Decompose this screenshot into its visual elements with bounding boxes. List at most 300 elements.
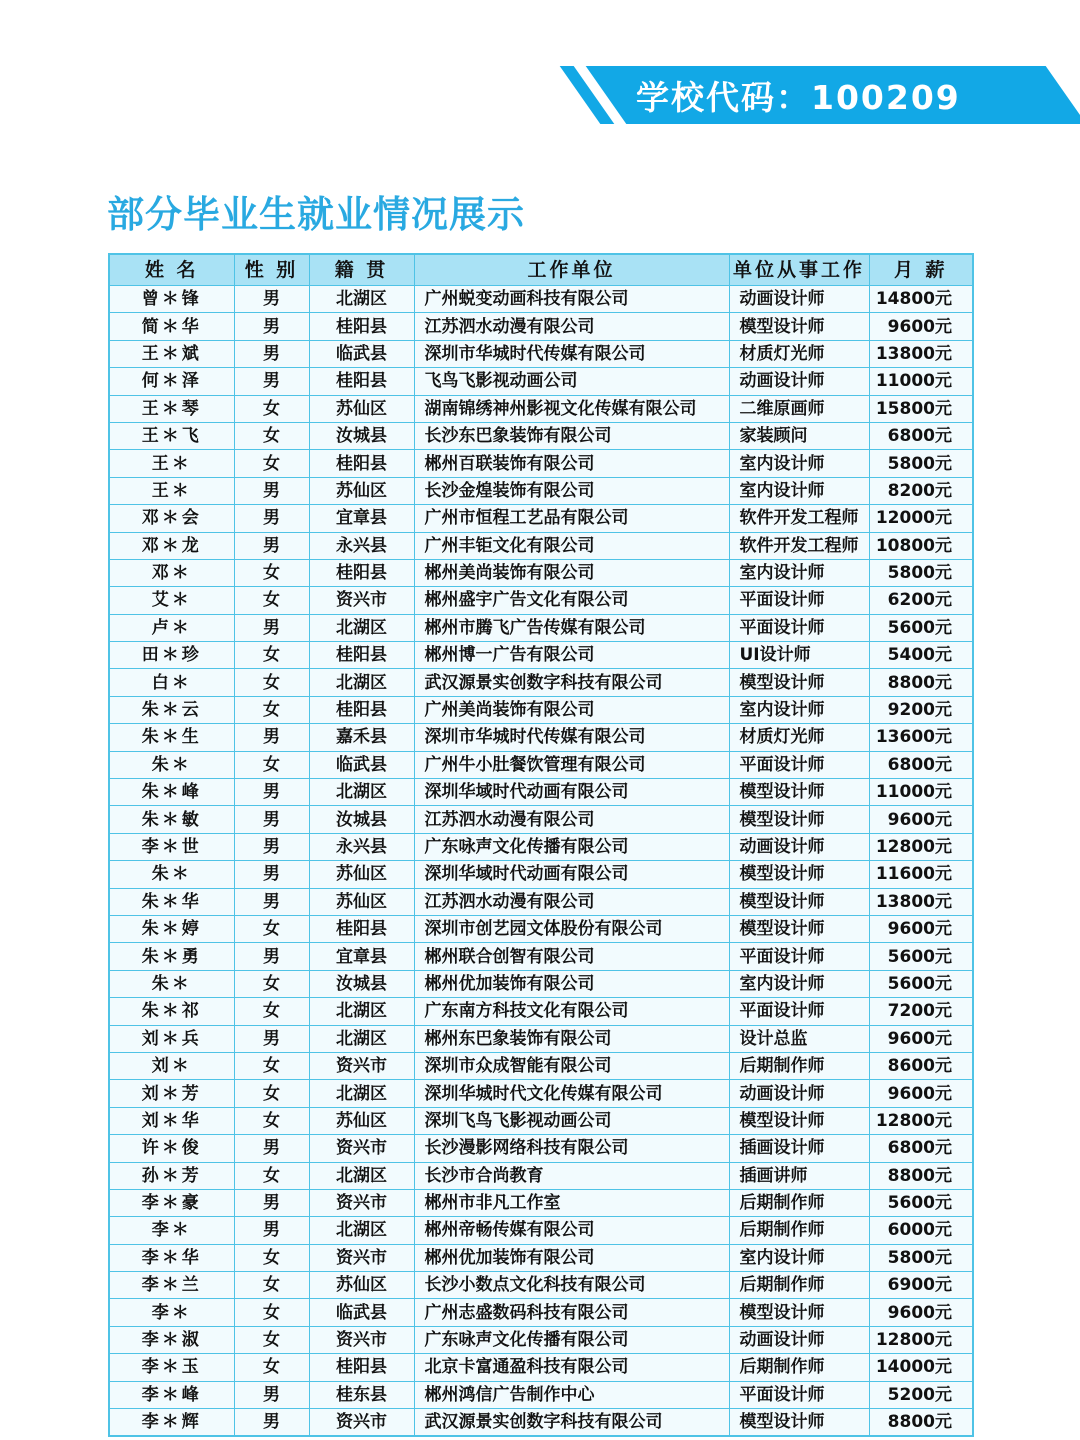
table-row [109,1162,973,1189]
cell-gender: 女 [234,422,309,449]
cell-name: 简＊华 [109,313,234,340]
cell-name: 卢＊ [109,614,234,641]
cell-origin: 宜章县 [309,943,414,970]
cell-origin: 苏仙区 [309,395,414,422]
cell-job: 平面设计师 [729,1381,869,1408]
cell-name: 朱＊勇 [109,943,234,970]
table-row [109,1244,973,1271]
column-header-company: 工作单位 [414,254,729,286]
cell-company: 广州丰钜文化有限公司 [414,532,729,559]
cell-salary: 9200元 [869,696,973,723]
table-row [109,1080,973,1107]
cell-gender: 女 [234,1354,309,1381]
cell-gender: 女 [234,450,309,477]
cell-origin: 桂阳县 [309,915,414,942]
cell-company: 郴州优加装饰有限公司 [414,970,729,997]
cell-gender: 女 [234,1162,309,1189]
cell-company: 长沙东巴象装饰有限公司 [414,422,729,449]
cell-company: 武汉源景实创数字科技有限公司 [414,669,729,696]
cell-company: 深圳市众成智能有限公司 [414,1052,729,1079]
cell-gender: 男 [234,724,309,751]
cell-origin: 北湖区 [309,779,414,806]
cell-salary: 6900元 [869,1272,973,1299]
table-row [109,559,973,586]
cell-job: 动画设计师 [729,286,869,313]
cell-salary: 8800元 [869,1162,973,1189]
cell-job: 后期制作师 [729,1052,869,1079]
cell-name: 李＊峰 [109,1381,234,1408]
cell-gender: 女 [234,1244,309,1271]
cell-company: 郴州博一广告有限公司 [414,642,729,669]
cell-company: 广东南方科技文化有限公司 [414,998,729,1025]
cell-name: 邓＊会 [109,505,234,532]
cell-company: 长沙金煌装饰有限公司 [414,477,729,504]
cell-origin: 资兴市 [309,587,414,614]
cell-name: 李＊兰 [109,1272,234,1299]
cell-name: 刘＊芳 [109,1080,234,1107]
cell-job: 室内设计师 [729,970,869,997]
cell-job: 平面设计师 [729,998,869,1025]
cell-gender: 女 [234,1299,309,1326]
cell-origin: 资兴市 [309,1244,414,1271]
cell-origin: 苏仙区 [309,861,414,888]
cell-origin: 桂阳县 [309,450,414,477]
cell-origin: 资兴市 [309,1052,414,1079]
cell-company: 江苏泗水动漫有限公司 [414,313,729,340]
section-title: 部分毕业生就业情况展示 [107,193,525,236]
cell-origin: 永兴县 [309,532,414,559]
table-row [109,505,973,532]
cell-job: 家装顾问 [729,422,869,449]
cell-job: 模型设计师 [729,888,869,915]
cell-job: 设计总监 [729,1025,869,1052]
cell-name: 艾＊ [109,587,234,614]
cell-name: 李＊ [109,1299,234,1326]
employment-table-container [108,253,972,1437]
cell-job: 模型设计师 [729,669,869,696]
cell-job: 动画设计师 [729,1080,869,1107]
cell-salary: 6800元 [869,751,973,778]
cell-gender: 女 [234,587,309,614]
table-row [109,368,973,395]
cell-gender: 男 [234,286,309,313]
table-row [109,1299,973,1326]
cell-origin: 宜章县 [309,505,414,532]
cell-salary: 12000元 [869,505,973,532]
cell-company: 广州市恒程工艺品有限公司 [414,505,729,532]
cell-name: 刘＊ [109,1052,234,1079]
cell-origin: 苏仙区 [309,477,414,504]
cell-salary: 5600元 [869,943,973,970]
cell-origin: 资兴市 [309,1189,414,1216]
cell-job: 室内设计师 [729,477,869,504]
cell-name: 李＊华 [109,1244,234,1271]
cell-salary: 15800元 [869,395,973,422]
cell-gender: 女 [234,696,309,723]
cell-company: 郴州市非凡工作室 [414,1189,729,1216]
cell-job: 室内设计师 [729,450,869,477]
column-header-name: 姓 名 [109,254,234,286]
table-row [109,943,973,970]
cell-gender: 男 [234,477,309,504]
table-header-row [109,254,973,286]
cell-gender: 男 [234,888,309,915]
table-row [109,998,973,1025]
cell-job: 模型设计师 [729,1409,869,1437]
cell-origin: 嘉禾县 [309,724,414,751]
cell-origin: 资兴市 [309,1135,414,1162]
cell-origin: 临武县 [309,340,414,367]
cell-origin: 苏仙区 [309,888,414,915]
cell-gender: 女 [234,751,309,778]
cell-name: 朱＊ [109,751,234,778]
cell-company: 广东咏声文化传播有限公司 [414,833,729,860]
cell-salary: 5400元 [869,642,973,669]
table-row [109,1135,973,1162]
cell-name: 曾＊锋 [109,286,234,313]
table-row [109,286,973,313]
cell-gender: 男 [234,1135,309,1162]
cell-salary: 9600元 [869,1025,973,1052]
cell-company: 江苏泗水动漫有限公司 [414,806,729,833]
cell-job: 插画讲师 [729,1162,869,1189]
cell-job: 二维原画师 [729,395,869,422]
cell-origin: 资兴市 [309,1326,414,1353]
table-row [109,1025,973,1052]
cell-salary: 11000元 [869,368,973,395]
cell-origin: 北湖区 [309,1162,414,1189]
cell-salary: 8200元 [869,477,973,504]
cell-company: 武汉源景实创数字科技有限公司 [414,1409,729,1437]
table-row [109,806,973,833]
cell-name: 刘＊兵 [109,1025,234,1052]
cell-salary: 13600元 [869,724,973,751]
table-row [109,450,973,477]
cell-salary: 9600元 [869,806,973,833]
cell-job: 模型设计师 [729,806,869,833]
cell-job: 软件开发工程师 [729,505,869,532]
cell-gender: 女 [234,1080,309,1107]
cell-salary: 8600元 [869,1052,973,1079]
table-row [109,724,973,751]
cell-salary: 5800元 [869,1244,973,1271]
cell-name: 王＊斌 [109,340,234,367]
cell-job: 动画设计师 [729,368,869,395]
table-row [109,1189,973,1216]
cell-gender: 男 [234,806,309,833]
cell-name: 田＊珍 [109,642,234,669]
cell-origin: 临武县 [309,1299,414,1326]
cell-salary: 14800元 [869,286,973,313]
cell-name: 王＊琴 [109,395,234,422]
cell-gender: 男 [234,1189,309,1216]
cell-gender: 男 [234,340,309,367]
cell-salary: 10800元 [869,532,973,559]
cell-job: 后期制作师 [729,1217,869,1244]
cell-salary: 9600元 [869,313,973,340]
cell-job: 平面设计师 [729,614,869,641]
cell-salary: 5800元 [869,559,973,586]
cell-gender: 女 [234,970,309,997]
cell-gender: 女 [234,998,309,1025]
table-row [109,1354,973,1381]
cell-salary: 5600元 [869,970,973,997]
cell-company: 深圳华域时代动画有限公司 [414,861,729,888]
cell-name: 邓＊ [109,559,234,586]
school-code-banner [566,66,1050,124]
cell-name: 王＊飞 [109,422,234,449]
cell-company: 广东咏声文化传播有限公司 [414,1326,729,1353]
cell-job: 模型设计师 [729,779,869,806]
cell-name: 王＊ [109,477,234,504]
cell-job: 模型设计师 [729,313,869,340]
cell-gender: 女 [234,1326,309,1353]
cell-salary: 9600元 [869,1299,973,1326]
cell-gender: 男 [234,861,309,888]
column-header-gender: 性 别 [234,254,309,286]
cell-salary: 5600元 [869,614,973,641]
cell-name: 李＊ [109,1217,234,1244]
cell-salary: 13800元 [869,888,973,915]
cell-origin: 苏仙区 [309,1272,414,1299]
cell-salary: 12800元 [869,1326,973,1353]
cell-job: 动画设计师 [729,1326,869,1353]
cell-name: 王＊ [109,450,234,477]
cell-job: 材质灯光师 [729,340,869,367]
cell-gender: 男 [234,943,309,970]
table-row [109,833,973,860]
cell-company: 深圳华域时代动画有限公司 [414,779,729,806]
cell-name: 许＊俊 [109,1135,234,1162]
cell-gender: 女 [234,1052,309,1079]
cell-gender: 女 [234,395,309,422]
cell-salary: 11600元 [869,861,973,888]
cell-company: 深圳市创艺园文体股份有限公司 [414,915,729,942]
cell-job: 室内设计师 [729,559,869,586]
cell-company: 长沙市合尚教育 [414,1162,729,1189]
cell-origin: 永兴县 [309,833,414,860]
cell-name: 李＊玉 [109,1354,234,1381]
cell-origin: 苏仙区 [309,1107,414,1134]
cell-company: 郴州市腾飞广告传媒有限公司 [414,614,729,641]
cell-name: 朱＊峰 [109,779,234,806]
cell-name: 刘＊华 [109,1107,234,1134]
cell-company: 郴州百联装饰有限公司 [414,450,729,477]
table-row [109,1107,973,1134]
cell-job: UI设计师 [729,642,869,669]
cell-company: 郴州东巴象装饰有限公司 [414,1025,729,1052]
table-row [109,313,973,340]
cell-company: 湖南锦绣神州影视文化传媒有限公司 [414,395,729,422]
column-header-job: 单位从事工作 [729,254,869,286]
cell-name: 朱＊ [109,861,234,888]
cell-salary: 12800元 [869,1107,973,1134]
cell-gender: 男 [234,532,309,559]
table-row [109,642,973,669]
cell-name: 朱＊生 [109,724,234,751]
cell-origin: 桂阳县 [309,313,414,340]
cell-company: 广州美尚装饰有限公司 [414,696,729,723]
cell-gender: 男 [234,1217,309,1244]
cell-company: 广州志盛数码科技有限公司 [414,1299,729,1326]
cell-job: 平面设计师 [729,751,869,778]
cell-origin: 汝城县 [309,806,414,833]
cell-salary: 14000元 [869,1354,973,1381]
cell-company: 飞鸟飞影视动画公司 [414,368,729,395]
cell-job: 平面设计师 [729,943,869,970]
cell-salary: 6200元 [869,587,973,614]
cell-company: 广州牛小肚餐饮管理有限公司 [414,751,729,778]
column-header-origin: 籍 贯 [309,254,414,286]
cell-salary: 6800元 [869,1135,973,1162]
cell-company: 郴州帝畅传媒有限公司 [414,1217,729,1244]
cell-salary: 8800元 [869,1409,973,1437]
cell-origin: 桂阳县 [309,559,414,586]
cell-salary: 6800元 [869,422,973,449]
cell-name: 李＊世 [109,833,234,860]
cell-gender: 男 [234,313,309,340]
cell-company: 深圳市华城时代传媒有限公司 [414,340,729,367]
cell-origin: 北湖区 [309,286,414,313]
cell-salary: 5800元 [869,450,973,477]
cell-name: 白＊ [109,669,234,696]
cell-company: 深圳飞鸟飞影视动画公司 [414,1107,729,1134]
cell-origin: 北湖区 [309,614,414,641]
table-row [109,340,973,367]
cell-origin: 北湖区 [309,669,414,696]
table-row [109,1052,973,1079]
cell-company: 长沙漫影网络科技有限公司 [414,1135,729,1162]
cell-salary: 5200元 [869,1381,973,1408]
cell-company: 郴州优加装饰有限公司 [414,1244,729,1271]
cell-origin: 北湖区 [309,998,414,1025]
cell-company: 北京卡富通盈科技有限公司 [414,1354,729,1381]
cell-salary: 11000元 [869,779,973,806]
cell-company: 郴州鸿信广告制作中心 [414,1381,729,1408]
table-row [109,532,973,559]
cell-origin: 桂阳县 [309,696,414,723]
cell-job: 软件开发工程师 [729,532,869,559]
cell-gender: 女 [234,1107,309,1134]
cell-name: 朱＊敏 [109,806,234,833]
cell-company: 郴州联合创智有限公司 [414,943,729,970]
table-row [109,587,973,614]
cell-job: 插画设计师 [729,1135,869,1162]
cell-job: 模型设计师 [729,915,869,942]
cell-origin: 北湖区 [309,1217,414,1244]
cell-gender: 女 [234,669,309,696]
table-row [109,779,973,806]
cell-origin: 北湖区 [309,1080,414,1107]
cell-gender: 男 [234,1025,309,1052]
table-row [109,888,973,915]
school-code: 学校代码：100209 [636,78,961,117]
cell-job: 模型设计师 [729,861,869,888]
cell-job: 模型设计师 [729,1299,869,1326]
cell-gender: 男 [234,779,309,806]
cell-gender: 男 [234,1381,309,1408]
cell-name: 朱＊云 [109,696,234,723]
table-row [109,1409,973,1437]
table-body [109,286,973,1437]
cell-origin: 资兴市 [309,1409,414,1437]
cell-salary: 13800元 [869,340,973,367]
cell-job: 平面设计师 [729,587,869,614]
cell-gender: 女 [234,915,309,942]
column-header-salary: 月 薪 [869,254,973,286]
table-row [109,395,973,422]
cell-gender: 男 [234,1409,309,1437]
cell-origin: 临武县 [309,751,414,778]
cell-origin: 北湖区 [309,1025,414,1052]
cell-name: 朱＊ [109,970,234,997]
cell-company: 郴州盛宇广告文化有限公司 [414,587,729,614]
employment-table [108,253,974,1437]
table-row [109,1272,973,1299]
table-row [109,1217,973,1244]
table-row [109,861,973,888]
cell-name: 李＊辉 [109,1409,234,1437]
cell-origin: 桂阳县 [309,1354,414,1381]
cell-company: 江苏泗水动漫有限公司 [414,888,729,915]
table-row [109,614,973,641]
cell-company: 长沙小数点文化科技有限公司 [414,1272,729,1299]
table-row [109,1326,973,1353]
cell-name: 何＊泽 [109,368,234,395]
table-row [109,422,973,449]
cell-salary: 5600元 [869,1189,973,1216]
cell-job: 材质灯光师 [729,724,869,751]
cell-gender: 男 [234,614,309,641]
table-row [109,669,973,696]
cell-gender: 男 [234,833,309,860]
cell-origin: 汝城县 [309,422,414,449]
cell-name: 朱＊祁 [109,998,234,1025]
cell-company: 郴州美尚装饰有限公司 [414,559,729,586]
cell-job: 室内设计师 [729,696,869,723]
cell-job: 室内设计师 [729,1244,869,1271]
table-row [109,751,973,778]
cell-name: 朱＊婷 [109,915,234,942]
cell-origin: 桂阳县 [309,368,414,395]
cell-salary: 6000元 [869,1217,973,1244]
cell-origin: 桂东县 [309,1381,414,1408]
cell-origin: 汝城县 [309,970,414,997]
cell-job: 动画设计师 [729,833,869,860]
cell-name: 李＊豪 [109,1189,234,1216]
cell-salary: 7200元 [869,998,973,1025]
cell-job: 后期制作师 [729,1354,869,1381]
cell-name: 孙＊芳 [109,1162,234,1189]
table-row [109,1381,973,1408]
cell-name: 李＊淑 [109,1326,234,1353]
cell-salary: 9600元 [869,1080,973,1107]
cell-gender: 男 [234,505,309,532]
cell-origin: 桂阳县 [309,642,414,669]
cell-gender: 女 [234,642,309,669]
table-row [109,970,973,997]
table-row [109,477,973,504]
cell-salary: 12800元 [869,833,973,860]
table-row [109,696,973,723]
cell-job: 后期制作师 [729,1189,869,1216]
cell-company: 深圳市华城时代传媒有限公司 [414,724,729,751]
cell-salary: 9600元 [869,915,973,942]
cell-name: 朱＊华 [109,888,234,915]
cell-gender: 女 [234,1272,309,1299]
cell-name: 邓＊龙 [109,532,234,559]
cell-job: 后期制作师 [729,1272,869,1299]
